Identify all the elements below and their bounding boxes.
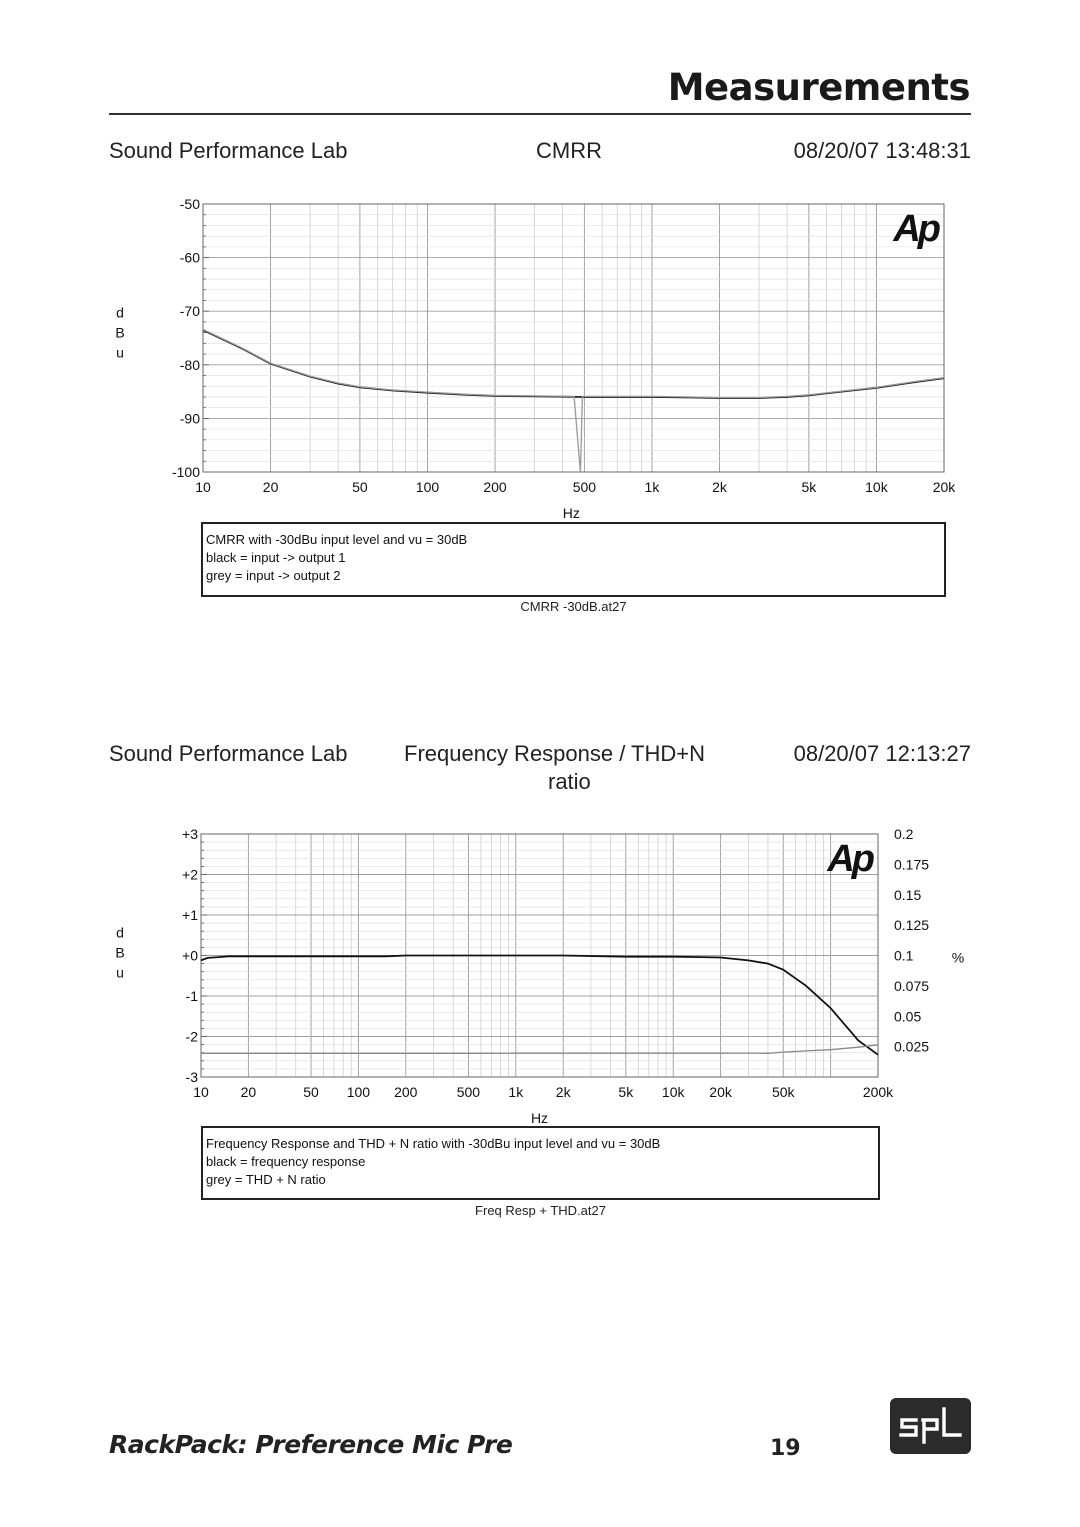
freqresp-y-tick-label: +1 [182,907,198,923]
spl-logo-icon [890,1398,971,1454]
cmrr-x-tick-label: 10 [195,479,211,495]
cmrr-y-axis-label: B [115,324,125,341]
cmrr-x-axis-label: Hz [562,505,580,521]
freqresp-y-axis-label: u [116,964,124,981]
freqresp-y-axis-label: d [116,924,124,941]
cmrr-y-tick-label: -60 [179,249,200,266]
freqresp-x-tick-label: 20k [709,1084,732,1100]
freqresp-series-0-line [201,956,878,1055]
cmrr-chart-title: CMRR [536,138,602,163]
freqresp-series-1-line [201,1045,878,1054]
freqresp-x-tick-label: 2k [555,1084,571,1100]
freqresp-y2-tick-label: 0.025 [894,1038,930,1055]
cmrr-file-label: CMRR -30dB.at27 [520,599,627,614]
freqresp-legend-box [201,1126,880,1200]
freqresp-x-tick-label: 500 [456,1084,481,1100]
freqresp-y-tick-label: +2 [182,866,198,883]
page-number: 19 [770,1436,801,1461]
freqresp-x-tick-label: 5k [618,1084,634,1100]
cmrr-legend-line: black = input -> output 1 [206,550,346,565]
cmrr-y-tick-label: -50 [179,196,200,212]
freqresp-chart-title-line2: ratio [548,769,591,794]
freqresp-file-label: Freq Resp + THD.at27 [475,1203,606,1218]
freqresp-y2-tick-label: 0.175 [894,856,930,873]
spl-logo [890,1398,971,1454]
cmrr-lab-name: Sound Performance Lab [109,138,348,163]
freqresp-legend-line: Frequency Response and THD + N ratio with -30dBu input level and vu = 30dB [206,1136,661,1151]
freqresp-y2-tick-label: 0.075 [894,977,930,994]
cmrr-y-axis-label: u [116,344,124,361]
freqresp-y2-tick-label: 0.1 [894,947,914,964]
freqresp-y-tick-label: -2 [185,1028,198,1045]
cmrr-chart-date: 08/20/07 13:48:31 [793,138,971,163]
freqresp-y-tick-label: -1 [185,988,198,1004]
cmrr-x-tick-label: 500 [572,479,597,495]
freqresp-plot [201,834,878,1077]
freqresp-legend-line: grey = THD + N ratio [206,1172,326,1187]
cmrr-ap-logo-icon: Ap [893,208,938,250]
cmrr-x-tick-label: 50 [352,479,368,495]
freqresp-x-tick-label: 200k [862,1084,894,1100]
freqresp-y2-tick-label: 0.05 [894,1008,922,1025]
freqresp-legend-line: black = frequency response [206,1154,366,1169]
freqresp-y2-tick-label: 0.2 [894,826,914,842]
freqresp-ap-logo-icon: Ap [827,838,872,880]
cmrr-y-tick-label: -90 [179,410,200,427]
cmrr-plot [203,204,944,472]
cmrr-legend-box [201,522,946,597]
cmrr-x-tick-label: 20k [932,479,956,495]
freqresp-x-tick-label: 50k [771,1084,795,1100]
cmrr-plot-frame [203,204,944,472]
freqresp-y-axis-label: B [115,944,125,961]
freqresp-x-tick-label: 20 [240,1084,257,1100]
freqresp-y2-axis-label: % [951,949,965,966]
freqresp-x-tick-label: 10 [193,1084,209,1100]
cmrr-x-tick-label: 10k [865,479,888,495]
freqresp-y-tick-label: -3 [185,1069,198,1085]
freqresp-x-tick-label: 50 [303,1084,319,1100]
freqresp-y-tick-label: +3 [182,826,198,842]
footer-product-name: RackPack: Preference Mic Pre [109,1430,513,1459]
cmrr-legend-line: grey = input -> output 2 [206,568,341,583]
cmrr-x-tick-label: 1k [644,479,660,495]
cmrr-legend-line: CMRR with -30dBu input level and vu = 30dB [206,532,468,547]
cmrr-y-tick-label: -70 [179,303,200,320]
cmrr-series-0-line [203,330,944,398]
freqresp-x-tick-label: 1k [508,1084,524,1100]
page-title: Measurements [667,66,970,109]
freqresp-y2-tick-label: 0.15 [894,886,922,903]
freqresp-x-tick-label: 10k [661,1084,685,1100]
freqresp-lab-name: Sound Performance Lab [109,741,348,766]
cmrr-x-tick-label: 200 [483,479,507,495]
freqresp-x-tick-label: 100 [346,1084,371,1100]
freqresp-x-tick-label: 200 [394,1084,418,1100]
cmrr-x-tick-label: 5k [801,479,817,495]
freqresp-y2-tick-label: 0.125 [894,917,930,934]
cmrr-x-tick-label: 100 [415,479,440,495]
cmrr-x-tick-label: 20 [262,479,279,495]
freqresp-chart-title: Frequency Response / THD+N [404,741,706,766]
cmrr-y-tick-label: -80 [179,356,200,373]
cmrr-x-tick-label: 2k [712,479,727,495]
freqresp-chart-date: 08/20/07 12:13:27 [793,741,971,766]
freqresp-x-axis-label: Hz [530,1110,549,1126]
cmrr-y-tick-label: -100 [171,464,200,480]
cmrr-y-axis-label: d [116,304,124,321]
freqresp-y-tick-label: +0 [182,947,198,964]
